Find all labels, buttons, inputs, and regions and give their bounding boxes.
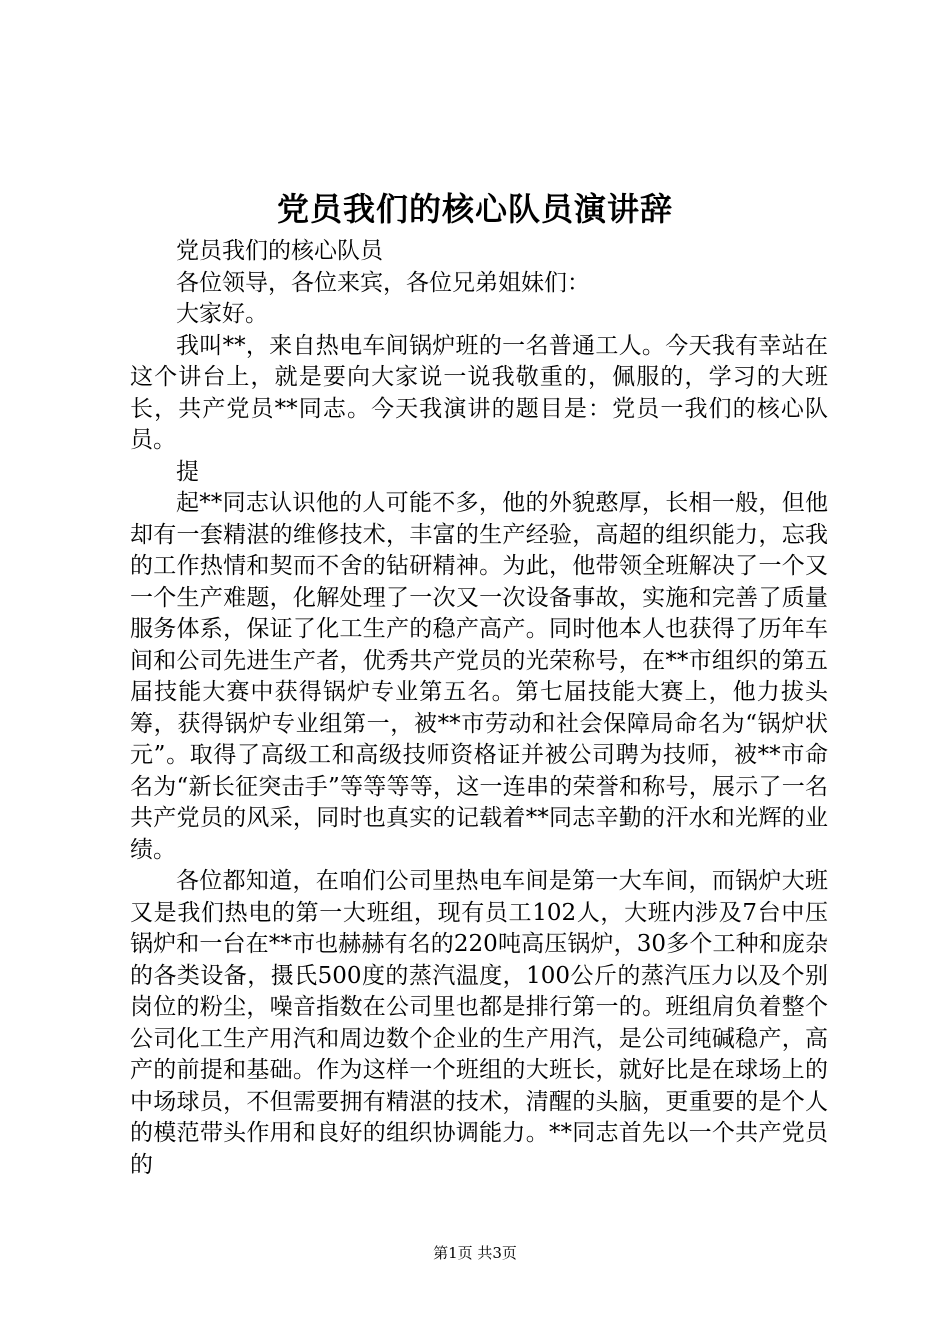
body-paragraph: 各位都知道，在咱们公司里热电车间是第一大车间，而锅炉大班又是我们热电的第一大班组，现有员工102人，大班内涉及7台中压锅炉和一台在**市也赫赫有名的220吨高压锅炉，30多个工种和庞杂的各类设备，摄氏500度的蒸汽温度，100公斤的蒸汽压力以及个别岗位的粉尘，噪音指数在公司里也都是排行第一的。班组肩负着整个公司化工生产用汽和周边数个企业的生产用汽，是公司纯碱稳产，高产的前提和基础。作为这样一个班组的大班长，就好比是在球场上的中场球员，不但需要拥有精湛的技术，清醒的头脑，更重要的是个人的模范带头作用和良好的组织协调能力。**同志首先以一个共产党员的	[130, 868, 828, 1178]
body-paragraph: 起**同志认识他的人可能不多，他的外貌憨厚，长相一般，但他却有一套精湛的维修技术，丰富的生产经验，高超的组织能力，忘我的工作热情和契而不舍的钻研精神。为此，他带领全班解决了一个又一个生产难题，化解处理了一次又一次设备事故，实施和完善了质量服务体系，保证了化工生产的稳产高产。同时他本人也获得了历年车间和公司先进生产者，优秀共产党员的光荣称号，在**市组织的第五届技能大赛中获得锅炉专业第五名。第七届技能大赛上，他力拔头筹，获得锅炉专业组第一，被**市劳动和社会保障局命名为“锅炉状元”。取得了高级工和高级技师资格证并被公司聘为技师，被**市命名为“新长征突击手”等等等等，这一连串的荣誉和称号，展示了一名共产党员的风采，同时也真实的记载着**同志辛勤的汗水和光辉的业绩。	[130, 490, 828, 863]
fragment-paragraph: 提	[176, 458, 199, 485]
document-title: 党员我们的核心队员演讲辞	[276, 190, 673, 228]
greeting-paragraph: 大家好。	[176, 301, 268, 327]
document-body	[130, 236, 828, 1181]
subtitle-paragraph: 党员我们的核心队员	[176, 238, 383, 264]
intro-paragraph: 我叫**，来自热电车间锅炉班的一名普通工人。今天我有幸站在这个讲台上，就是要向大家说一说我敬重的，佩服的，学习的大班长，共产党员**同志。今天我演讲的题目是：党员一我们的核心队员。	[130, 332, 828, 453]
salutation-paragraph: 各位领导，各位来宾，各位兄弟姐妹们：	[176, 269, 590, 296]
page-number-footer: 第1页 共3页	[433, 1244, 517, 1262]
